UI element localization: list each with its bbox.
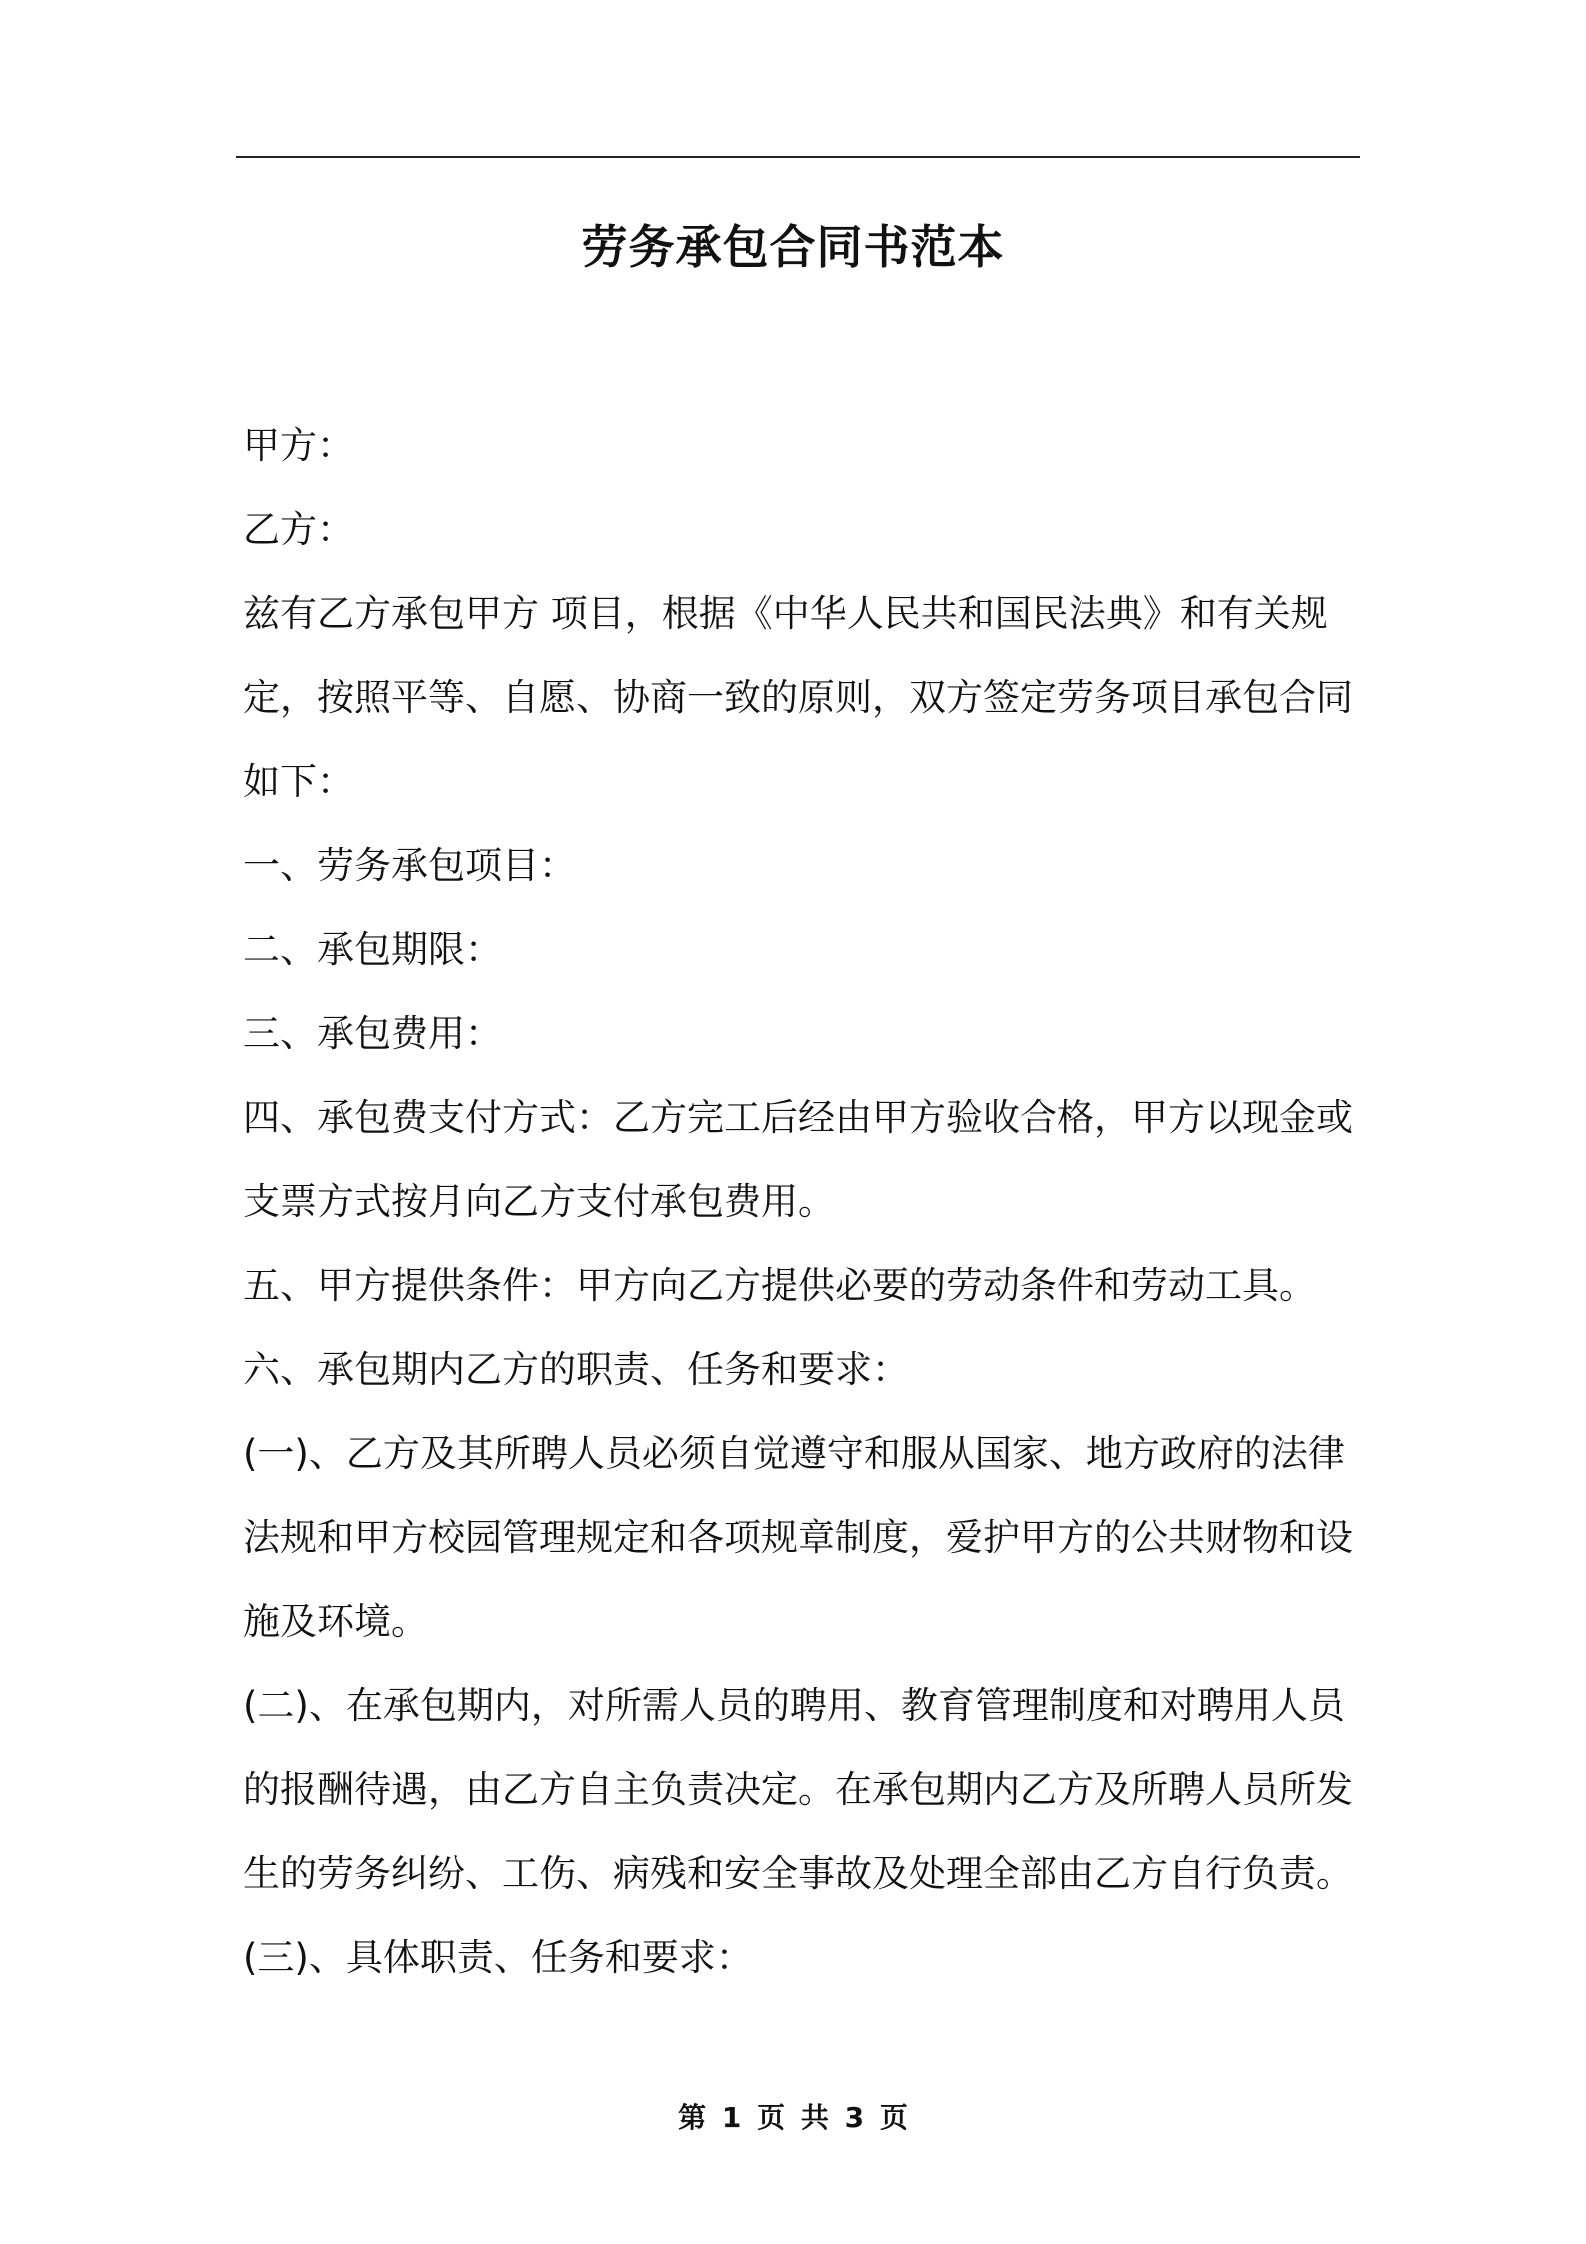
clause-6-sub-1: (一)、乙方及其所聘人员必须自觉遵守和服从国家、地方政府的法律法规和甲方校园管理规定和各项规章制度，爱护甲方的公共财物和设施及环境。 bbox=[243, 1432, 1353, 1643]
document-title: 劳务承包合同书范本 bbox=[581, 220, 1005, 274]
clause-3: 三、承包费用： bbox=[243, 1012, 502, 1055]
document-body bbox=[243, 404, 1360, 2000]
clause-6: 六、承包期内乙方的职责、任务和要求： bbox=[243, 1348, 909, 1391]
clause-6-sub-3: (三)、具体职责、任务和要求： bbox=[243, 1936, 753, 1979]
clause-2: 二、承包期限： bbox=[243, 928, 502, 971]
preamble-paragraph: 兹有乙方承包甲方 项目，根据《中华人民共和国民法典》和有关规定，按照平等、自愿、协商一致的原则，双方签定劳务项目承包合同如下： bbox=[243, 592, 1353, 803]
clause-6-sub-2: (二)、在承包期内，对所需人员的聘用、教育管理制度和对聘用人员的报酬待遇，由乙方自主负责决定。在承包期内乙方及所聘人员所发生的劳务纠纷、工伤、病残和安全事故及处理全部由乙方自行负责。 bbox=[243, 1684, 1353, 1895]
clause-4: 四、承包费支付方式：乙方完工后经由甲方验收合格，甲方以现金或支票方式按月向乙方支付承包费用。 bbox=[243, 1096, 1353, 1223]
clause-1: 一、劳务承包项目： bbox=[243, 844, 576, 887]
clause-5: 五、甲方提供条件：甲方向乙方提供必要的劳动条件和劳动工具。 bbox=[243, 1264, 1316, 1307]
header-divider bbox=[236, 156, 1360, 158]
party-a-line: 甲方： bbox=[243, 424, 354, 467]
party-b-line: 乙方： bbox=[243, 508, 354, 551]
page-number-footer: 第 1 页 共 3 页 bbox=[678, 2101, 908, 2134]
